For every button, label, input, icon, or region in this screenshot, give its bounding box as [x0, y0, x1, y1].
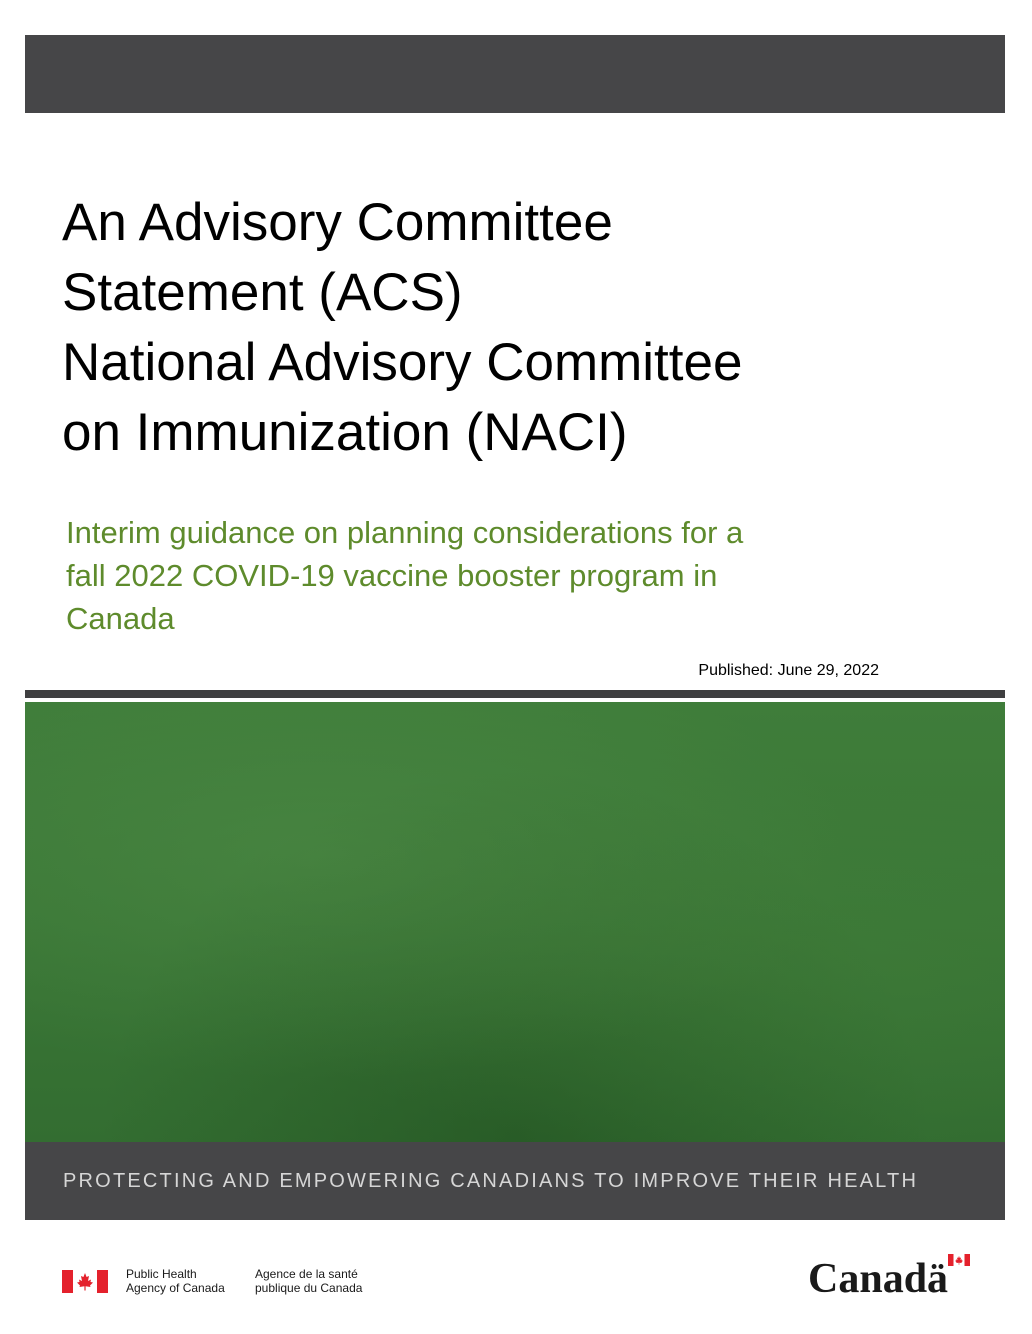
cover-image-panel — [25, 702, 1005, 1142]
published-date: Published: June 29, 2022 — [698, 662, 879, 679]
agency-name-line: publique du Canada — [255, 1281, 363, 1295]
title-line: Statement (ACS) — [62, 263, 463, 322]
agency-name-line: Agency of Canada — [126, 1281, 225, 1295]
footer — [0, 1240, 1032, 1334]
document-subtitle — [66, 511, 946, 640]
subtitle-line: Canada — [66, 601, 175, 636]
wordmark-flag-icon — [948, 1254, 970, 1266]
tagline-band — [25, 1142, 1005, 1220]
title-line: An Advisory Committee — [62, 193, 613, 252]
agency-name-english — [126, 1267, 225, 1295]
canada-flag-icon — [62, 1270, 108, 1293]
title-line: National Advisory Committee — [62, 333, 743, 392]
title-line: on Immunization (NACI) — [62, 403, 628, 462]
header-bar — [25, 35, 1005, 113]
agency-name-french — [255, 1267, 362, 1295]
canada-wordmark — [808, 1254, 978, 1304]
agency-name-line: Agence de la santé — [255, 1267, 358, 1281]
subtitle-line: Interim guidance on planning considerations for a — [66, 515, 744, 550]
tagline-text: PROTECTING AND EMPOWERING CANADIANS TO IMPROVE THEIR HEALTH — [63, 1170, 919, 1192]
canada-wordmark-text: Canadä — [808, 1256, 949, 1302]
subtitle-line: fall 2022 COVID-19 vaccine booster program in — [66, 558, 718, 593]
agency-name-line: Public Health — [126, 1267, 197, 1281]
divider-rule — [25, 690, 1005, 698]
page-title — [62, 188, 962, 468]
